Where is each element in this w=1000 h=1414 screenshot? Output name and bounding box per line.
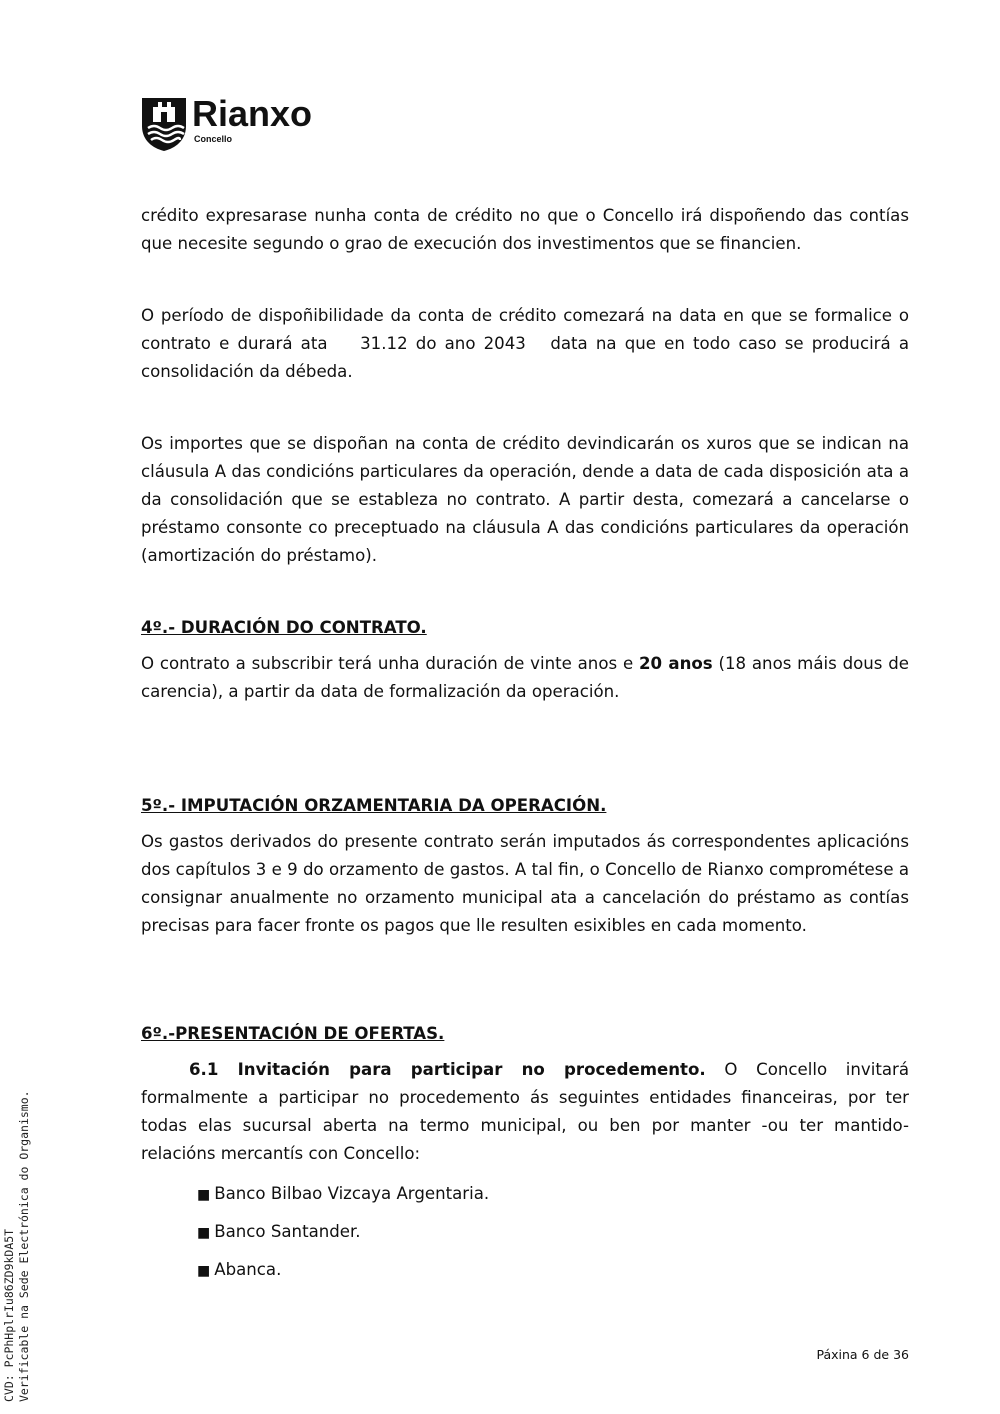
bank-name: Banco Bilbao Vizcaya Argentaria. bbox=[214, 1184, 490, 1203]
list-item bbox=[197, 1218, 909, 1247]
list-item bbox=[197, 1256, 909, 1285]
page-number: Páxina 6 de 36 bbox=[816, 1347, 909, 1362]
section-6-1-title: 6.1 Invitación para participar no procedemento. bbox=[189, 1060, 706, 1079]
bullet-icon: ■ bbox=[197, 1263, 211, 1279]
section-4-heading: 4º.- DURACIÓN DO CONTRATO. bbox=[141, 618, 427, 637]
section-4-text bbox=[141, 650, 909, 706]
bank-name: Banco Santander. bbox=[214, 1222, 361, 1241]
section-5-text: Os gastos derivados do presente contrato serán imputados ás correspondentes aplicacións dos capítulos 3 e 9 do orzamento de gastos. A tal fin, o Concello de Rianxo comprométese a consignar anualmente no orzamento municipal ata a cancelación do préstamo as contías precisas para facer fronte os pagos que lle resulten esixibles en cada momento. bbox=[141, 832, 909, 935]
bank-name: Abanca. bbox=[214, 1260, 282, 1279]
bullet-icon: ■ bbox=[197, 1187, 211, 1203]
section-4-text-b: (18 anos máis dous de carencia), a partir da data de formalización da operación. bbox=[141, 654, 909, 701]
section-6-1-text bbox=[141, 1056, 909, 1168]
paragraph-credit-account: crédito expresarase nunha conta de crédito no que o Concello irá dispoñendo das contías que necesite segundo o grao de execución dos investimentos que se financien. bbox=[141, 206, 909, 253]
logo-subtitle: Concello bbox=[194, 134, 233, 144]
bullet-icon: ■ bbox=[197, 1225, 211, 1241]
section-5-heading: 5º.- IMPUTACIÓN ORZAMENTARIA DA OPERACIÓN. bbox=[141, 796, 607, 815]
rianxo-logo bbox=[140, 93, 313, 152]
verification-code: CVD: PcPhHplrIu86ZD9kDA5T bbox=[2, 1228, 16, 1402]
section-4-text-bold: 20 anos bbox=[638, 654, 713, 673]
bank-list bbox=[141, 1180, 909, 1285]
document-body bbox=[141, 202, 915, 1294]
list-item bbox=[197, 1180, 909, 1209]
logo-name: Rianxo bbox=[192, 93, 313, 134]
verification-note: Verificable na Sede Electrónica do Organismo. bbox=[17, 1090, 31, 1402]
paragraph-interest: Os importes que se dispoñan na conta de crédito devindicarán os xuros que se indican na cláusula A das condicións particulares da operación, dende a data de cada disposición ata a da consolidación que se estableza no contrato. A partir desta, comezará a cancelarse o préstamo consonte co preceptuado na cláusula A das condicións particulares da operación (amortización do préstamo). bbox=[141, 434, 909, 565]
shield-icon bbox=[140, 96, 188, 152]
section-6-1-body: O Concello invitará formalmente a participar no procedemento ás seguintes entidades financeiras, por ter todas elas sucursal aberta na termo municipal, ou ben por manter -ou ter mantido- relacións mercantís con Concello: bbox=[141, 1060, 909, 1163]
section-4-text-a: O contrato a subscribir terá unha duración de vinte anos e bbox=[141, 654, 639, 673]
verification-stamp bbox=[2, 1090, 32, 1402]
section-6-heading: 6º.-PRESENTACIÓN DE OFERTAS. bbox=[141, 1024, 445, 1043]
paragraph-availability-period: O período de dispoñibilidade da conta de crédito comezará na data en que se formalice o contrato e durará ata 31.12 do ano 2043 data na que en todo caso se producirá a consolidación da débeda. bbox=[141, 306, 915, 381]
